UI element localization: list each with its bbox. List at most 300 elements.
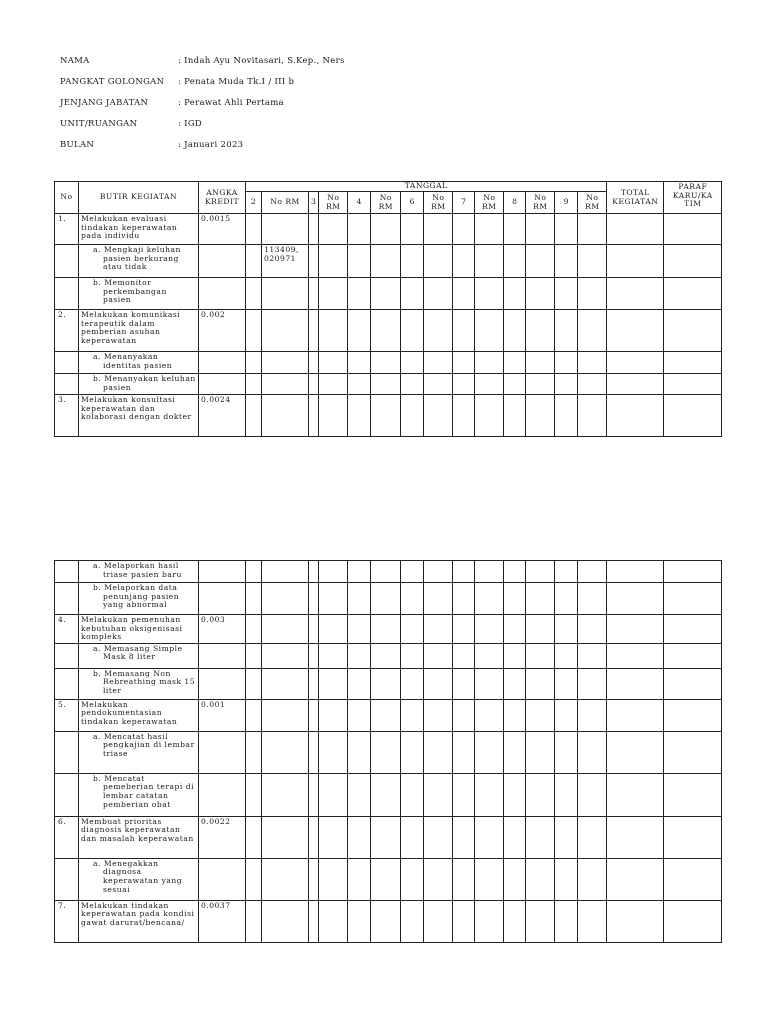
activity-text: b. Mencatat pemeberian terapi di lembar catatan pemberian obat <box>93 773 194 809</box>
rm-cell <box>262 352 309 374</box>
rm-cell <box>526 699 555 731</box>
rm-cell <box>424 374 453 395</box>
rm-cell <box>319 816 348 858</box>
rm-cell <box>424 668 453 699</box>
date-cell <box>453 561 475 583</box>
date-cell <box>348 214 371 245</box>
header-date-cell: No RM <box>578 192 607 214</box>
date-cell <box>453 374 475 395</box>
date-cell <box>348 643 371 668</box>
rm-cell <box>578 731 607 773</box>
total-cell <box>607 245 664 278</box>
date-cell <box>348 278 371 310</box>
rm-cell <box>319 278 348 310</box>
date-cell <box>246 245 262 278</box>
date-cell <box>348 773 371 816</box>
header-no: No <box>55 182 79 214</box>
rm-cell <box>262 668 309 699</box>
table-body <box>55 561 722 943</box>
rm-cell <box>475 583 504 615</box>
date-cell <box>401 816 424 858</box>
date-cell <box>348 668 371 699</box>
date-cell <box>401 699 424 731</box>
rm-cell <box>526 668 555 699</box>
total-cell <box>607 900 664 942</box>
activity-description <box>79 668 199 699</box>
table-row <box>55 900 722 942</box>
rm-cell <box>371 583 401 615</box>
date-cell <box>453 245 475 278</box>
row-number <box>55 374 79 395</box>
date-cell <box>555 858 578 900</box>
rm-cell <box>424 643 453 668</box>
table-row <box>55 615 722 644</box>
info-row-pangkat <box>60 77 480 91</box>
total-cell <box>607 352 664 374</box>
header-date-cell: 6 <box>401 192 424 214</box>
activity-description <box>79 214 199 245</box>
date-cell <box>555 245 578 278</box>
date-cell <box>555 699 578 731</box>
rm-cell <box>526 731 555 773</box>
rm-cell <box>526 773 555 816</box>
rm-cell <box>371 214 401 245</box>
activity-description <box>79 395 199 437</box>
info-row-nama <box>60 56 480 70</box>
rm-cell <box>371 561 401 583</box>
total-cell <box>607 310 664 352</box>
activity-text: b. Memonitor perkembangan pasien <box>93 278 167 305</box>
paraf-cell <box>664 731 722 773</box>
date-cell <box>504 561 526 583</box>
credit-value <box>199 374 246 395</box>
date-cell <box>246 773 262 816</box>
activity-description <box>79 900 199 942</box>
total-cell <box>607 643 664 668</box>
rm-cell <box>475 615 504 644</box>
paraf-cell <box>664 561 722 583</box>
header-date-cell: 7 <box>453 192 475 214</box>
rm-cell <box>371 374 401 395</box>
date-cell <box>246 395 262 437</box>
paraf-cell <box>664 643 722 668</box>
credit-value <box>199 858 246 900</box>
rm-cell <box>262 773 309 816</box>
date-cell <box>401 214 424 245</box>
date-cell <box>401 858 424 900</box>
table-row <box>55 352 722 374</box>
date-cell <box>309 731 319 773</box>
date-cell <box>348 245 371 278</box>
rm-cell <box>319 310 348 352</box>
activity-text: Melakukan pemenuhan kebutuhan oksigenisasi kompleks <box>81 615 183 642</box>
date-cell <box>348 310 371 352</box>
date-cell <box>309 858 319 900</box>
table-row <box>55 310 722 352</box>
info-label: BULAN <box>60 140 95 150</box>
date-cell <box>555 731 578 773</box>
info-row-jabatan <box>60 98 480 112</box>
date-cell <box>348 731 371 773</box>
date-cell <box>401 395 424 437</box>
rm-cell <box>262 374 309 395</box>
rm-cell <box>262 615 309 644</box>
rm-cell <box>371 773 401 816</box>
date-cell <box>453 278 475 310</box>
paraf-cell <box>664 214 722 245</box>
paraf-cell <box>664 773 722 816</box>
activity-description <box>79 643 199 668</box>
date-cell <box>555 583 578 615</box>
rm-cell <box>371 731 401 773</box>
activity-description <box>79 352 199 374</box>
activity-table-part-2 <box>54 560 722 943</box>
date-cell <box>246 310 262 352</box>
credit-value <box>199 731 246 773</box>
rm-cell <box>424 352 453 374</box>
total-cell <box>607 214 664 245</box>
paraf-cell <box>664 699 722 731</box>
date-cell <box>246 583 262 615</box>
rm-cell <box>526 900 555 942</box>
date-cell <box>309 374 319 395</box>
total-cell <box>607 773 664 816</box>
date-cell <box>401 583 424 615</box>
date-cell <box>504 278 526 310</box>
table-row <box>55 668 722 699</box>
date-cell <box>401 310 424 352</box>
rm-cell <box>578 643 607 668</box>
date-cell <box>246 858 262 900</box>
rm-cell <box>475 310 504 352</box>
rm-cell <box>424 583 453 615</box>
total-cell <box>607 699 664 731</box>
header-tanggal: TANGGAL <box>246 182 607 192</box>
date-cell <box>555 615 578 644</box>
date-cell <box>309 583 319 615</box>
info-value: : Perawat Ahli Pertama <box>178 98 284 108</box>
date-cell <box>309 352 319 374</box>
credit-value: 0.0024 <box>199 395 246 437</box>
date-cell <box>504 214 526 245</box>
total-cell <box>607 668 664 699</box>
info-label: NAMA <box>60 56 90 66</box>
date-cell <box>246 900 262 942</box>
total-cell <box>607 615 664 644</box>
rm-cell <box>319 214 348 245</box>
date-cell <box>453 731 475 773</box>
rm-cell <box>526 352 555 374</box>
row-number <box>55 245 79 278</box>
rm-cell <box>578 245 607 278</box>
date-cell <box>246 816 262 858</box>
credit-value: 0.0022 <box>199 816 246 858</box>
row-number: 2. <box>55 310 79 352</box>
table-row <box>55 773 722 816</box>
rm-cell <box>262 900 309 942</box>
activity-text: a. Melaporkan hasil triase pasien baru <box>93 561 182 579</box>
header-date-cell: 3 <box>309 192 319 214</box>
date-cell <box>453 583 475 615</box>
date-cell <box>348 374 371 395</box>
rm-cell <box>371 615 401 644</box>
date-cell <box>401 615 424 644</box>
rm-cell <box>262 214 309 245</box>
total-cell <box>607 395 664 437</box>
rm-cell <box>475 699 504 731</box>
activity-text: Melakukan evaluasi tindakan keperawatan pada individu <box>81 214 178 241</box>
date-cell <box>453 773 475 816</box>
credit-value: 0.003 <box>199 615 246 644</box>
activity-text: Melakukan konsultasi keperawatan dan kolaborasi dengan dokter <box>81 395 192 422</box>
credit-value <box>199 668 246 699</box>
rm-cell <box>424 773 453 816</box>
date-cell <box>309 668 319 699</box>
date-cell <box>555 374 578 395</box>
date-cell <box>453 858 475 900</box>
rm-cell <box>371 395 401 437</box>
date-cell <box>504 668 526 699</box>
date-cell <box>401 374 424 395</box>
date-cell <box>246 615 262 644</box>
info-value: : Januari 2023 <box>178 140 244 150</box>
date-cell <box>246 352 262 374</box>
info-row-bulan <box>60 140 480 154</box>
date-cell <box>309 615 319 644</box>
date-cell <box>401 900 424 942</box>
row-number: 1. <box>55 214 79 245</box>
credit-value <box>199 352 246 374</box>
date-cell <box>453 352 475 374</box>
rm-cell <box>262 731 309 773</box>
rm-cell <box>262 858 309 900</box>
rm-cell <box>424 310 453 352</box>
date-cell <box>555 816 578 858</box>
date-cell <box>453 214 475 245</box>
paraf-cell <box>664 278 722 310</box>
paraf-cell <box>664 615 722 644</box>
table-row <box>55 731 722 773</box>
activity-text: Membuat prioritas diagnosis keperawatan dan masalah keperawatan <box>81 816 194 843</box>
rm-cell <box>475 668 504 699</box>
rm-cell <box>475 858 504 900</box>
date-cell <box>504 583 526 615</box>
activity-text: Melakukan tindakan keperawatan pada kondisi gawat darurat/bencana/ <box>81 900 195 927</box>
rm-cell <box>371 245 401 278</box>
rm-cell <box>526 214 555 245</box>
activity-description <box>79 245 199 278</box>
activity-text: b. Menanyakan keluhan pasien <box>93 374 196 392</box>
activity-text: b. Melaporkan data penunjang pasien yang abnormal <box>93 583 180 610</box>
date-cell <box>504 858 526 900</box>
rm-cell <box>578 310 607 352</box>
header-paraf: PARAF KARU/KA TIM <box>664 182 722 214</box>
date-cell <box>401 731 424 773</box>
date-cell <box>348 352 371 374</box>
rm-cell <box>371 900 401 942</box>
date-cell <box>246 214 262 245</box>
table-row <box>55 245 722 278</box>
date-cell <box>555 310 578 352</box>
rm-cell <box>319 561 348 583</box>
date-cell <box>504 374 526 395</box>
header-butir-kegiatan: BUTIR KEGIATAN <box>79 182 199 214</box>
row-number <box>55 773 79 816</box>
rm-cell <box>262 643 309 668</box>
table-row <box>55 699 722 731</box>
activity-text: Melakukan komunikasi terapeutik dalam pemberian asuhan keperawatan <box>81 310 181 345</box>
date-cell <box>246 561 262 583</box>
table-body <box>55 214 722 437</box>
date-cell <box>504 310 526 352</box>
table-row <box>55 395 722 437</box>
rm-cell <box>475 352 504 374</box>
date-cell <box>309 245 319 278</box>
date-cell <box>348 615 371 644</box>
date-cell <box>246 699 262 731</box>
info-label: UNIT/RUANGAN <box>60 119 138 129</box>
date-cell <box>555 278 578 310</box>
rm-cell <box>578 278 607 310</box>
date-cell <box>348 395 371 437</box>
rm-cell <box>262 395 309 437</box>
row-number: 4. <box>55 615 79 644</box>
paraf-cell <box>664 395 722 437</box>
paraf-cell <box>664 374 722 395</box>
date-cell <box>348 699 371 731</box>
header-date-cell: No RM <box>526 192 555 214</box>
rm-cell <box>424 561 453 583</box>
rm-cell <box>319 643 348 668</box>
rm-cell <box>319 615 348 644</box>
rm-cell <box>578 583 607 615</box>
activity-text: a. Mencatat hasil pengkajian di lembar triase <box>93 731 195 758</box>
rm-cell <box>371 643 401 668</box>
rm-cell <box>526 310 555 352</box>
rm-cell <box>526 245 555 278</box>
rm-cell <box>262 816 309 858</box>
date-cell <box>504 773 526 816</box>
date-cell <box>453 615 475 644</box>
date-cell <box>504 731 526 773</box>
activity-text: a. Memasang Simple Mask 8 liter <box>93 643 183 662</box>
header-date-cell: 2 <box>246 192 262 214</box>
date-cell <box>453 395 475 437</box>
rm-cell <box>475 816 504 858</box>
paraf-cell <box>664 858 722 900</box>
activity-text: a. Menanyakan identitas pasien <box>93 352 173 370</box>
rm-cell <box>424 858 453 900</box>
rm-cell <box>262 699 309 731</box>
activity-description <box>79 858 199 900</box>
rm-cell <box>578 668 607 699</box>
rm-cell <box>424 699 453 731</box>
row-number <box>55 731 79 773</box>
row-number: 5. <box>55 699 79 731</box>
rm-cell <box>319 395 348 437</box>
rm-cell <box>526 643 555 668</box>
rm-cell <box>319 245 348 278</box>
row-number <box>55 352 79 374</box>
rm-cell <box>424 900 453 942</box>
header-angka-kredit: ANGKA KREDIT <box>199 182 246 214</box>
date-cell <box>401 245 424 278</box>
date-cell <box>348 900 371 942</box>
rm-cell <box>319 668 348 699</box>
rm-cell <box>424 278 453 310</box>
rm-cell <box>475 395 504 437</box>
date-cell <box>555 214 578 245</box>
date-cell <box>309 278 319 310</box>
table-row <box>55 583 722 615</box>
rm-cell <box>526 278 555 310</box>
rm-cell <box>578 773 607 816</box>
rm-cell <box>578 900 607 942</box>
date-cell <box>401 643 424 668</box>
date-cell <box>453 816 475 858</box>
date-cell <box>453 900 475 942</box>
rm-cell <box>371 352 401 374</box>
table-row <box>55 278 722 310</box>
table-row <box>55 374 722 395</box>
date-cell <box>504 643 526 668</box>
rm-cell <box>475 245 504 278</box>
credit-value <box>199 583 246 615</box>
rm-cell <box>475 643 504 668</box>
rm-cell <box>578 816 607 858</box>
activity-description <box>79 583 199 615</box>
paraf-cell <box>664 900 722 942</box>
date-cell <box>555 395 578 437</box>
header-date-cell: No RM <box>262 192 309 214</box>
info-row-unit <box>60 119 480 133</box>
total-cell <box>607 816 664 858</box>
paraf-cell <box>664 310 722 352</box>
date-cell <box>555 643 578 668</box>
header-date-cell: No RM <box>424 192 453 214</box>
date-cell <box>453 699 475 731</box>
rm-cell <box>526 561 555 583</box>
rm-cell <box>475 214 504 245</box>
activity-text: Melakukan pendokumentasian tindakan keperawatan <box>81 699 178 726</box>
rm-cell <box>262 583 309 615</box>
date-cell <box>246 731 262 773</box>
activity-description <box>79 615 199 644</box>
date-cell <box>348 816 371 858</box>
total-cell <box>607 561 664 583</box>
rm-cell <box>371 858 401 900</box>
rm-cell: 113409, 020971 <box>262 245 309 278</box>
table-row <box>55 858 722 900</box>
date-cell <box>309 900 319 942</box>
date-cell <box>555 352 578 374</box>
activity-description <box>79 561 199 583</box>
credit-value: 0.001 <box>199 699 246 731</box>
date-cell <box>309 699 319 731</box>
rm-cell <box>424 615 453 644</box>
date-cell <box>555 668 578 699</box>
activity-description <box>79 773 199 816</box>
date-cell <box>246 668 262 699</box>
row-number <box>55 561 79 583</box>
rm-cell <box>578 699 607 731</box>
date-cell <box>309 643 319 668</box>
header-date-cell: No RM <box>319 192 348 214</box>
rm-cell <box>319 699 348 731</box>
rm-cell <box>424 245 453 278</box>
rm-cell <box>578 352 607 374</box>
row-number <box>55 278 79 310</box>
